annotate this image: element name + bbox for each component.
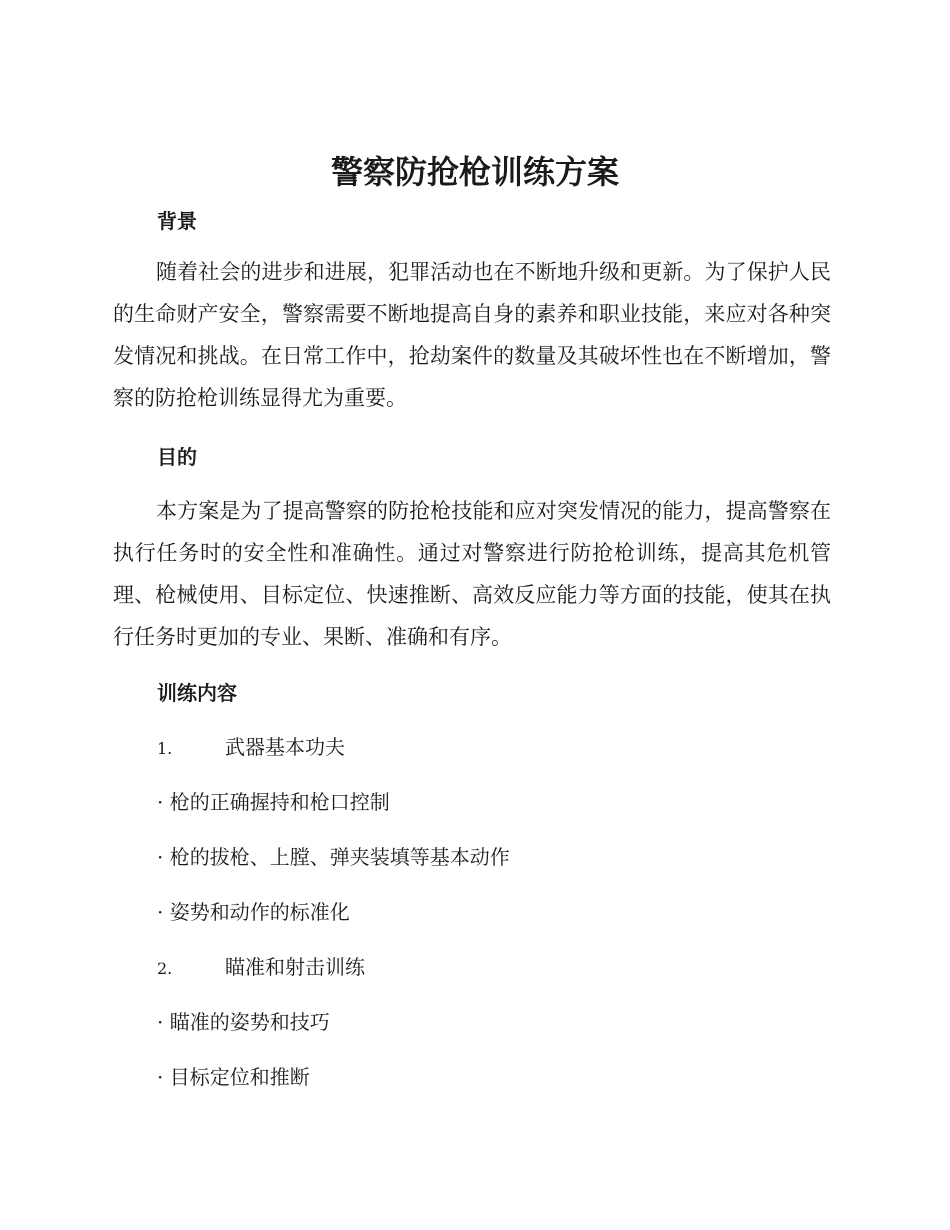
section-heading-training-content: 训练内容 bbox=[157, 681, 237, 705]
training-item-2 bbox=[157, 953, 365, 983]
list-item: · 枪的正确握持和枪口控制 bbox=[157, 790, 390, 814]
list-item-title: 瞄准和射击训练 bbox=[225, 955, 365, 979]
training-item-1 bbox=[157, 733, 345, 763]
list-item: · 枪的拔枪、上膛、弹夹装填等基本动作 bbox=[157, 845, 510, 869]
list-item-title: 武器基本功夫 bbox=[225, 735, 345, 759]
list-number: 1. bbox=[157, 739, 173, 758]
background-paragraph: 随着社会的进步和进展，犯罪活动也在不断地升级和更新。为了保护人民的生命财产安全，警察需要不断地提高自身的素养和职业技能，来应对各种突发情况和挑战。在日常工作中，抢劫案件的数量及其破坏性也在不断增加，警察的防抢枪训练显得尤为重要。 bbox=[113, 260, 831, 410]
purpose-paragraph: 本方案是为了提高警察的防抢枪技能和应对突发情况的能力，提高警察在执行任务时的安全性和准确性。通过对警察进行防抢枪训练，提高其危机管理、枪械使用、目标定位、快速推断、高效反应能力等方面的技能，使其在执行任务时更加的专业、果断、准确和有序。 bbox=[113, 499, 831, 649]
list-item: · 目标定位和推断 bbox=[157, 1065, 310, 1089]
document-title: 警察防抢枪训练方案 bbox=[330, 153, 619, 191]
list-number: 2. bbox=[157, 959, 173, 978]
section-heading-purpose: 目的 bbox=[157, 445, 197, 469]
section-heading-background: 背景 bbox=[157, 209, 197, 233]
list-item: · 姿势和动作的标准化 bbox=[157, 900, 350, 924]
list-item: · 瞄准的姿势和技巧 bbox=[157, 1010, 330, 1034]
